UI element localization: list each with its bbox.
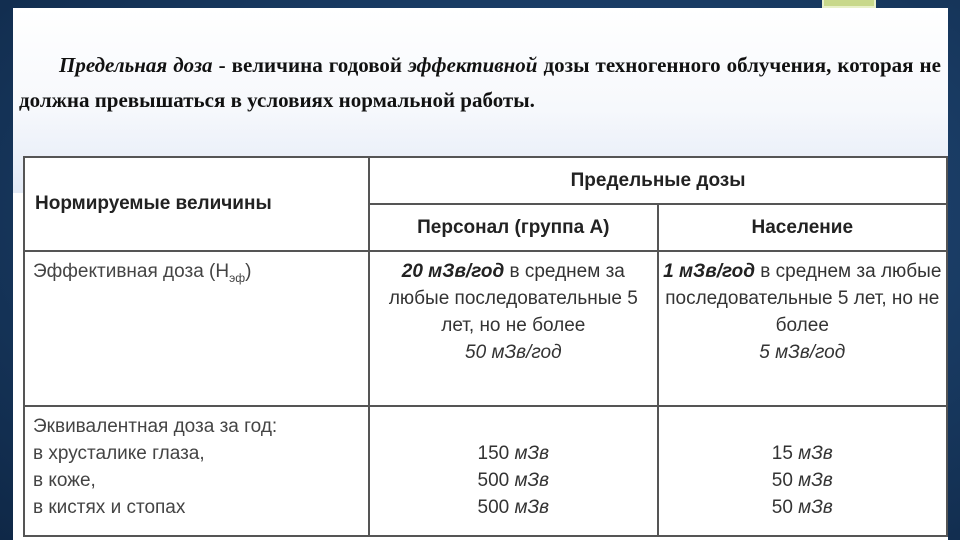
dose-limits-table [23, 156, 948, 537]
definition-emphasis: эффективной [408, 53, 538, 77]
row-equivalent-dose-personnel: 150 мЗв 500 мЗв 500 мЗв [369, 406, 657, 536]
row-effective-dose-label: Эффективная доза $(Н_{эф})$ [24, 251, 369, 406]
definition-text-2: дозы техногенного облучения, которая не должна превышаться в условиях нормальной работы. [19, 53, 941, 112]
slide-content [13, 8, 948, 540]
definition-paragraph [19, 48, 941, 118]
row-equivalent-dose-label: Эквивалентная доза за год: в хрусталике глаза, в коже, в кистях и стопах [24, 406, 369, 536]
accent-square-decoration [822, 0, 876, 8]
header-population: Население [658, 204, 947, 251]
header-quantities: Нормируемые величины [24, 157, 369, 251]
header-personnel: Персонал (группа А) [369, 204, 657, 251]
row-effective-dose-population: 1 мЗв/год в среднем за любые последовательные 5 лет, но не более 5 мЗв/год [658, 251, 947, 406]
row-equivalent-dose-population: 15 мЗв 50 мЗв 50 мЗв [658, 406, 947, 536]
header-dose-limits: Предельные дозы [369, 157, 947, 204]
definition-term: Предельная доза [59, 53, 213, 77]
definition-text-1: - величина годовой [212, 53, 409, 77]
row-effective-dose-personnel: 20 мЗв/год в среднем за любые последовательные 5 лет, но не более 50 мЗв/год [369, 251, 657, 406]
